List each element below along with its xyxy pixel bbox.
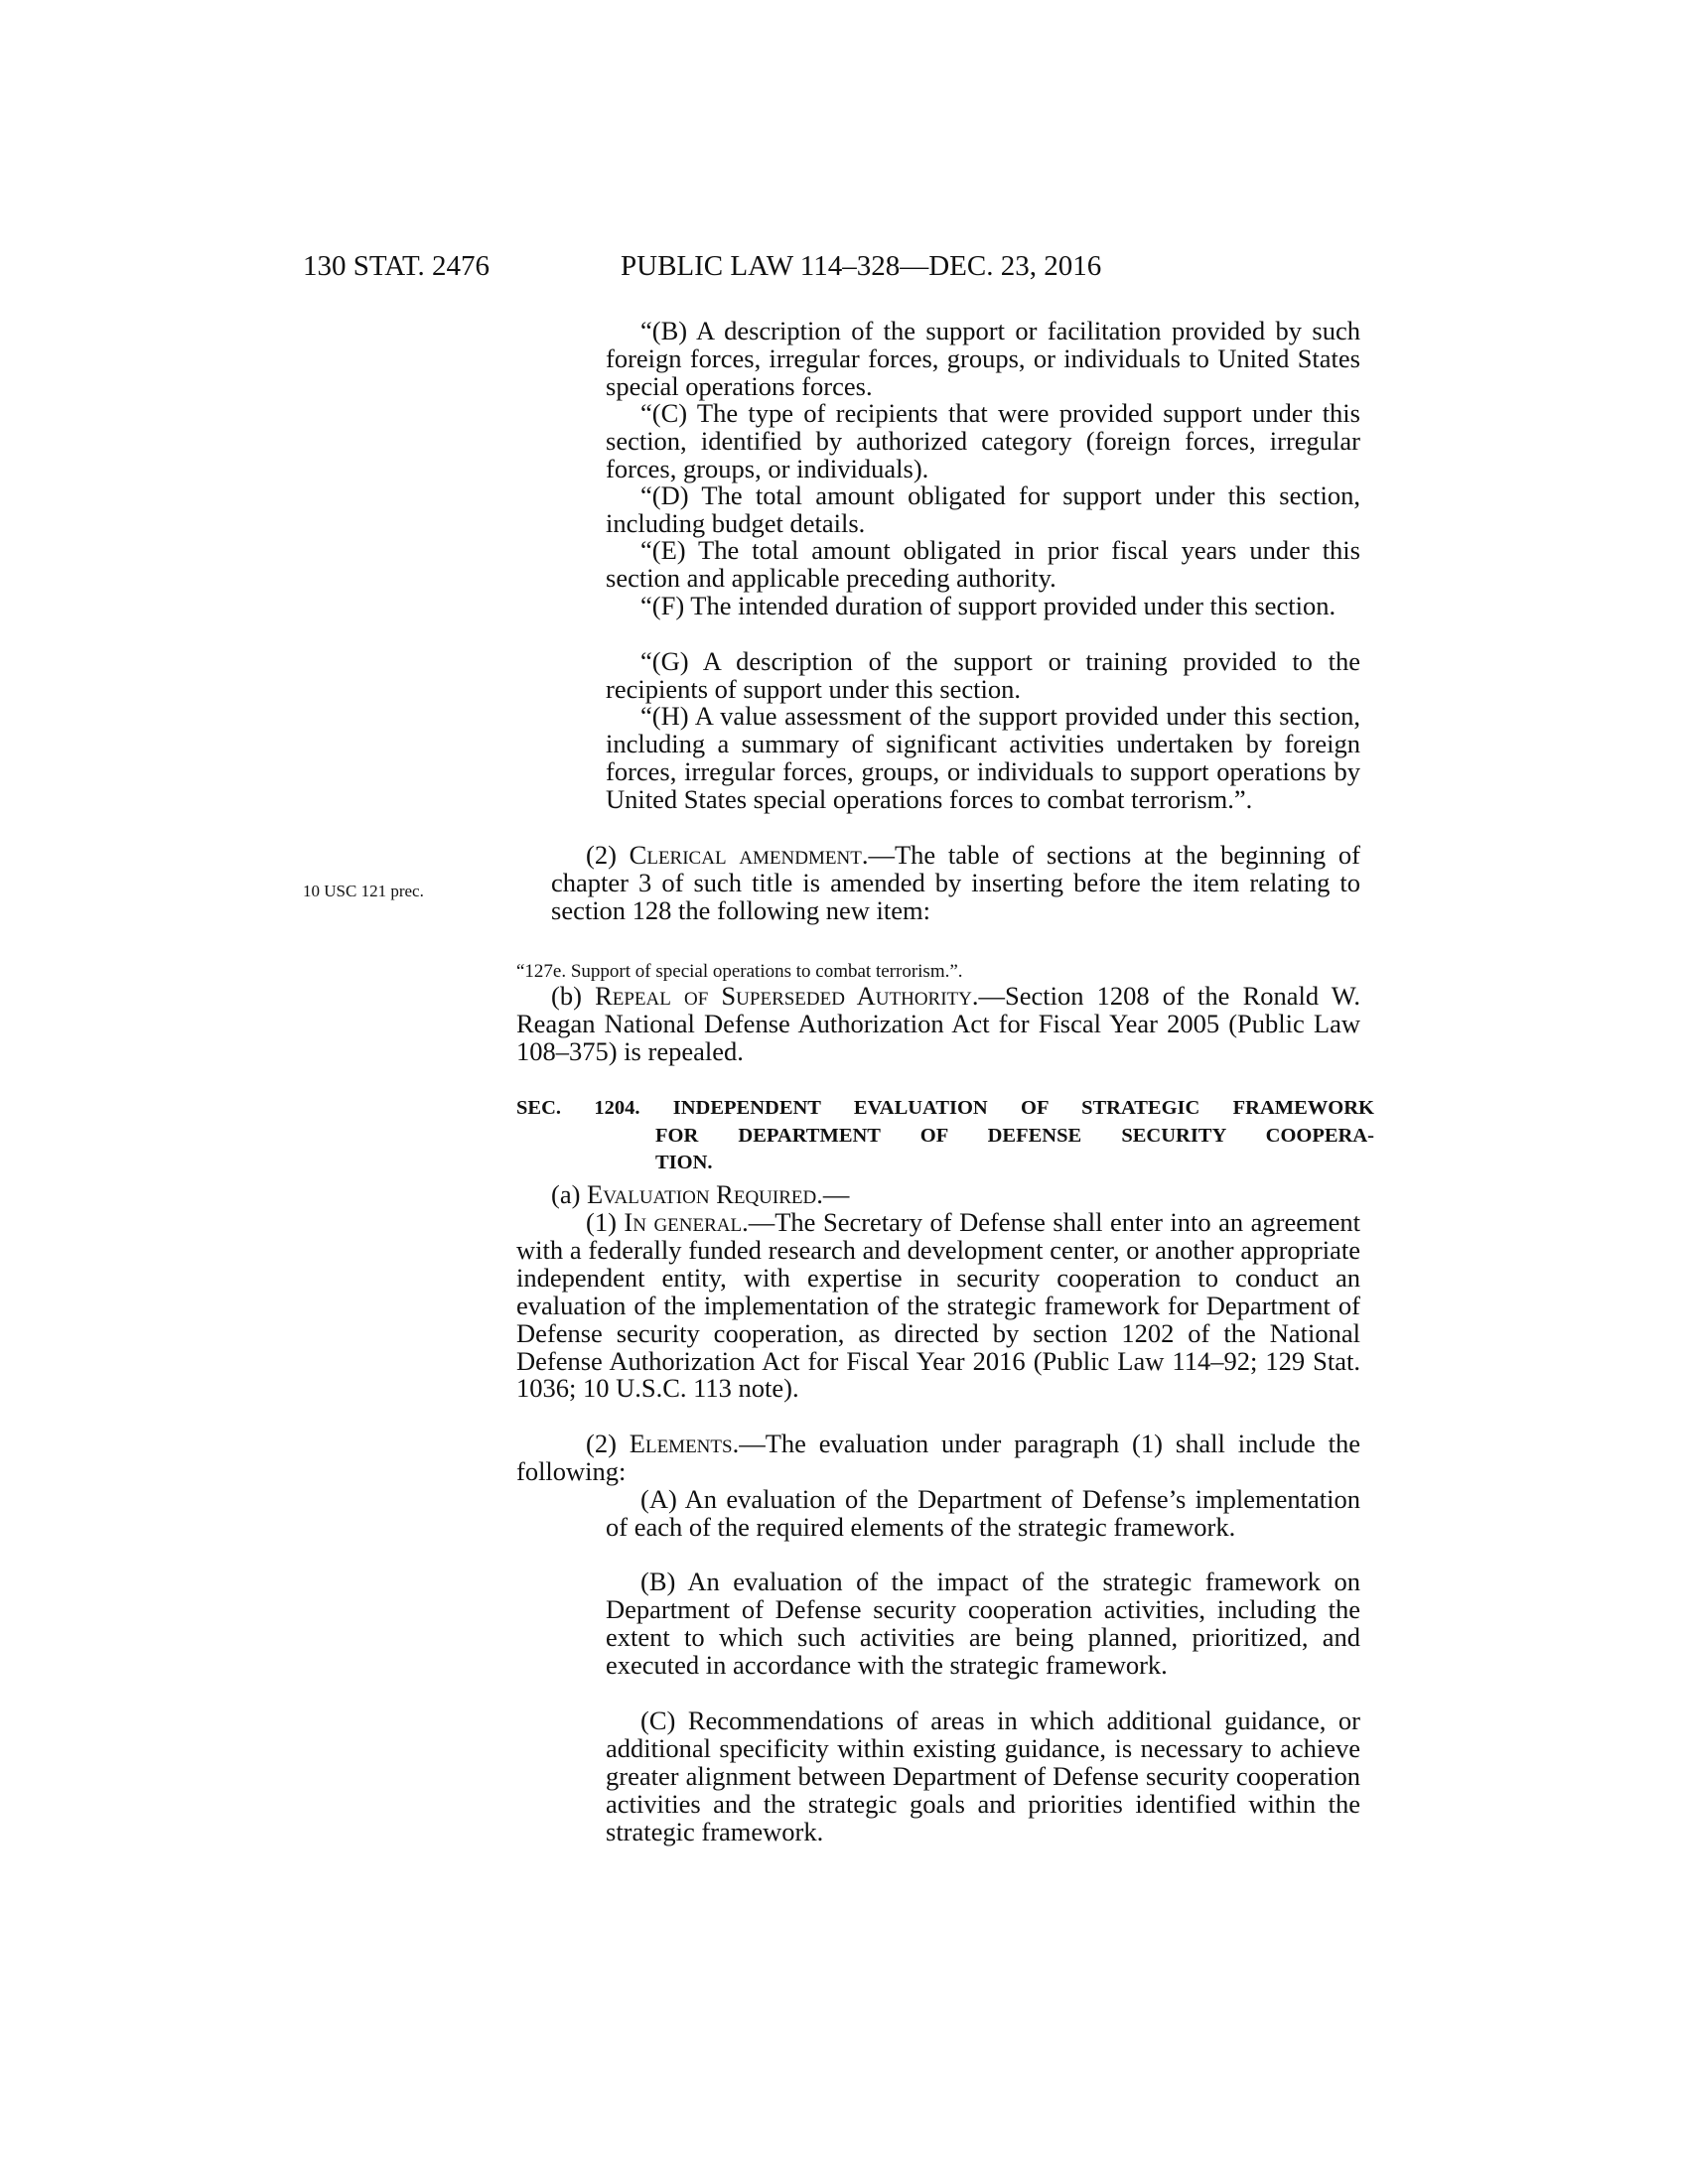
- in-general-number: (1): [586, 1207, 625, 1237]
- repeal-number: (b): [551, 981, 596, 1011]
- item-e-paragraph: “(E) The total amount obligated in prior fiscal years under this section and applicable preceding authority.: [606, 535, 1360, 593]
- elements-paragraph: [516, 1431, 1360, 1486]
- repeal-heading: Repeal of Superseded Authority: [595, 981, 972, 1011]
- clerical-amendment-paragraph: [551, 842, 1360, 925]
- elements-text: .—The evaluation under paragraph (1) shall include the following:: [516, 1429, 1360, 1486]
- section-heading-line-2: FOR DEPARTMENT OF DEFENSE SECURITY COOPERA-: [655, 1124, 1374, 1147]
- element-b-paragraph: (B) An evaluation of the impact of the strategic framework on Department of Defense security cooperation activities, including the extent to which such activities are being planned, prioritized, and executed in accordance with the strategic framework.: [606, 1567, 1360, 1680]
- statute-page-reference: 130 STAT. 2476: [303, 250, 491, 282]
- in-general-heading: In general: [624, 1207, 743, 1237]
- evaluation-required-suffix: .—: [816, 1179, 850, 1209]
- elements-number: (2): [586, 1429, 630, 1458]
- evaluation-required-subsection: [516, 1181, 1360, 1209]
- item-d-paragraph: “(D) The total amount obligated for support under this section, including budget details.: [606, 480, 1360, 538]
- item-h-paragraph: “(H) A value assessment of the support provided under this section, including a summary of significant activities undertaken by foreign forces, irregular forces, groups, or individuals to support operations by United States special operations forces to combat terrorism.”.: [606, 701, 1360, 814]
- clerical-amendment-text: .—The table of sections at the beginning of chapter 3 of such title is amended by inserting before the item relating to section 128 the following new item:: [551, 840, 1360, 925]
- clerical-amendment-heading: Clerical amendment: [629, 840, 862, 870]
- item-c-paragraph: “(C) The type of recipients that were provided support under this section, identified by authorized category (foreign forces, irregular forces, groups, or individuals).: [606, 398, 1360, 483]
- item-g-paragraph: “(G) A description of the support or training provided to the recipients of support under this section.: [606, 646, 1360, 704]
- clerical-amendment-number: (2): [586, 840, 630, 870]
- repeal-paragraph: [516, 983, 1360, 1066]
- item-f-paragraph: “(F) The intended duration of support provided under this section.: [640, 591, 1336, 620]
- evaluation-required-heading: Evaluation Required: [587, 1179, 817, 1209]
- in-general-paragraph: [516, 1209, 1360, 1403]
- repeal-text: .—Section 1208 of the Ronald W. Reagan National Defense Authorization Act for Fiscal Year 2005 (Public Law 108–375) is repealed.: [516, 981, 1360, 1066]
- item-b-paragraph: “(B) A description of the support or facilitation provided by such foreign forces, irregular forces, groups, or individuals to United States special operations forces.: [606, 316, 1360, 401]
- element-a-paragraph: (A) An evaluation of the Department of Defense’s implementation of each of the required elements of the strategic framework.: [606, 1484, 1360, 1542]
- table-of-sections-item: “127e. Support of special operations to combat terrorism.”.: [516, 961, 963, 982]
- evaluation-required-number: (a): [551, 1179, 588, 1209]
- in-general-text: .—The Secretary of Defense shall enter into an agreement with a federally funded research and development center, or another appropriate independent entity, with expertise in security cooperation to conduct an evaluation of the implementation of the strategic framework for Department of Defense security cooperation, as directed by section 1202 of the National Defense Authorization Act for Fiscal Year 2016 (Public Law 114–92; 129 Stat. 1036; 10 U.S.C. 113 note).: [516, 1207, 1361, 1404]
- elements-heading: Elements: [629, 1429, 733, 1458]
- margin-citation: 10 USC 121 prec.: [303, 882, 424, 900]
- section-heading-line-3: TION.: [655, 1152, 713, 1173]
- running-header: PUBLIC LAW 114–328—DEC. 23, 2016: [621, 250, 1102, 282]
- section-heading: [516, 1095, 1374, 1177]
- section-heading-line-1: SEC. 1204. INDEPENDENT EVALUATION OF STRATEGIC FRAMEWORK: [516, 1097, 1374, 1119]
- element-c-paragraph: (C) Recommendations of areas in which additional guidance, or additional specificity within existing guidance, is necessary to achieve greater alignment between Department of Defense security cooperation activities and the strategic goals and priorities identified within the strategic framework.: [606, 1706, 1360, 1846]
